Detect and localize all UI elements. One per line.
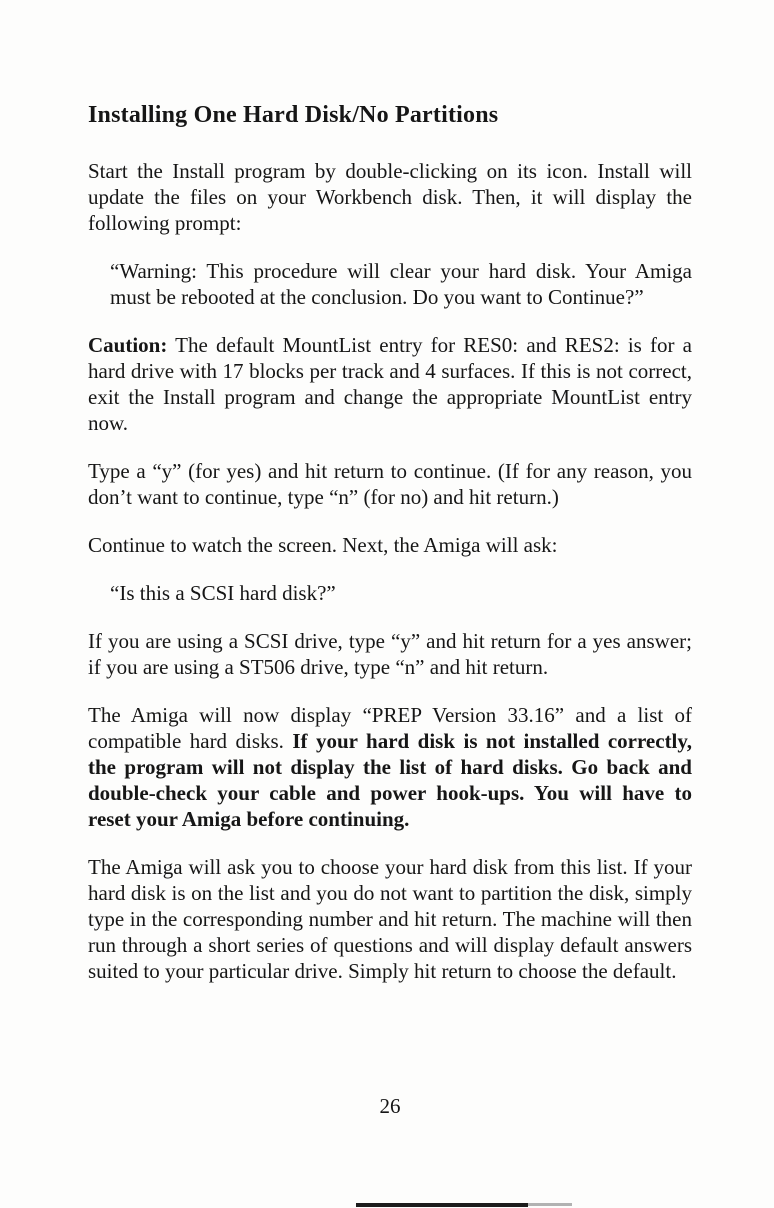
- page-number: 26: [379, 1094, 401, 1118]
- paragraph: Continue to watch the screen. Next, the Amiga will ask:: [88, 533, 558, 557]
- bold-lead: Caution:: [88, 333, 168, 357]
- scan-artifact-bar-gray: [528, 1203, 572, 1206]
- paragraph: Caution: The default MountList entry for RES0: and RES2: is for a hard drive with 17 blocks per track and 4 surfaces. If this is not correct, exit the Install program and change the appropriate MountList entry now.: [88, 333, 692, 435]
- paragraph: Type a “y” (for yes) and hit return to continue. (If for any reason, you don’t want to continue, type “n” (for no) and hit return.): [88, 459, 692, 509]
- paragraph: The Amiga will now display “PREP Version 33.16” and a list of compatible hard disks. If your hard disk is not installed correctly, the program will not display the list of hard disks. Go back and double-check your cable and power hook-ups. You will have to reset your Amiga before continuing.: [88, 703, 692, 831]
- paragraph: Start the Install program by double-clicking on its icon. Install will update the files on your Workbench disk. Then, it will display the following prompt:: [88, 159, 692, 235]
- paragraph: If you are using a SCSI drive, type “y” and hit return for a yes answer; if you are using a ST506 drive, type “n” and hit return.: [88, 629, 692, 679]
- bold-passage: If your hard disk is not installed correctly, the program will not display the list of hard disks. Go back and double-check your cable and power hook-ups. You will have to reset your Amiga before continuing.: [88, 729, 692, 831]
- text-column: [88, 100, 692, 1006]
- quoted-prompt: “Is this a SCSI hard disk?”: [110, 581, 336, 605]
- paragraph: The Amiga will ask you to choose your hard disk from this list. If your hard disk is on the list and you do not want to partition the disk, simply type in the corresponding number and hit return. The machine will then run through a short series of questions and will display default answers suited to your particular drive. Simply hit return to choose the default.: [88, 855, 692, 983]
- body-blocks: [88, 158, 692, 984]
- quoted-prompt: “Warning: This procedure will clear your hard disk. Your Amiga must be rebooted at the conclusion. Do you want to Continue?”: [110, 259, 692, 309]
- scan-artifact-bar-dark: [356, 1203, 528, 1207]
- section-heading: Installing One Hard Disk/No Partitions: [88, 102, 499, 128]
